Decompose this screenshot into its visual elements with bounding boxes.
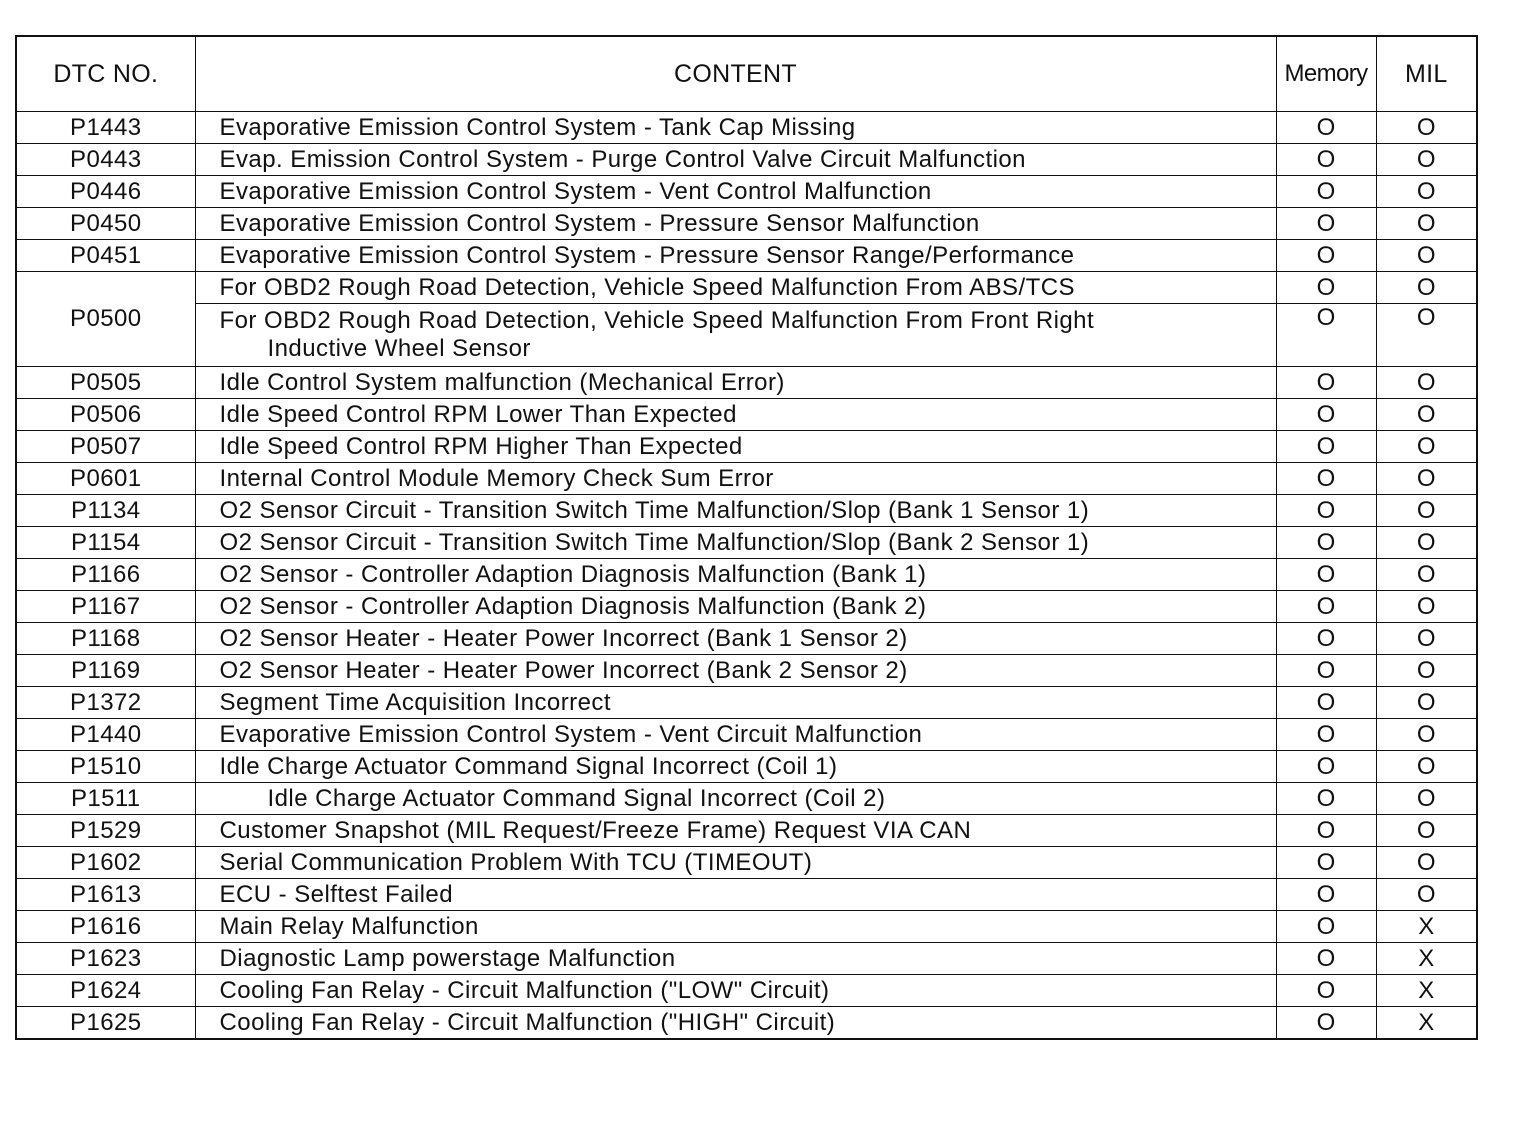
mil-mark: X — [1376, 943, 1477, 975]
dtc-content-cell: Idle Charge Actuator Command Signal Incorrect (Coil 2) — [195, 783, 1276, 815]
memory-mark: O — [1276, 527, 1376, 559]
table-row — [16, 911, 1477, 943]
dtc-code-cell: P0451 — [16, 240, 195, 272]
dtc-code-cell: P0601 — [16, 463, 195, 495]
dtc-table — [15, 35, 1478, 1040]
table-row — [16, 815, 1477, 847]
dtc-content-cell: Diagnostic Lamp powerstage Malfunction — [195, 943, 1276, 975]
dtc-code-cell: P1168 — [16, 623, 195, 655]
dtc-code-cell: P0506 — [16, 399, 195, 431]
dtc-code-cell: P0505 — [16, 367, 195, 399]
table-row — [16, 783, 1477, 815]
table-row — [16, 975, 1477, 1007]
memory-mark: O — [1276, 431, 1376, 463]
mil-mark: O — [1376, 687, 1477, 719]
dtc-code-cell: P1602 — [16, 847, 195, 879]
dtc-code-cell: P1616 — [16, 911, 195, 943]
memory-mark: O — [1276, 1007, 1376, 1040]
table-row — [16, 208, 1477, 240]
mil-mark: O — [1376, 623, 1477, 655]
table-row — [16, 1007, 1477, 1040]
table-row — [16, 399, 1477, 431]
dtc-code-cell: P1529 — [16, 815, 195, 847]
dtc-content-cell: O2 Sensor Circuit - Transition Switch Time Malfunction/Slop (Bank 2 Sensor 1) — [195, 527, 1276, 559]
memory-mark: O — [1276, 751, 1376, 783]
mil-mark: O — [1376, 751, 1477, 783]
dtc-code-cell: P1613 — [16, 879, 195, 911]
table-row — [16, 112, 1477, 144]
memory-mark: O — [1276, 463, 1376, 495]
mil-mark: O — [1376, 112, 1477, 144]
dtc-code-cell: P0507 — [16, 431, 195, 463]
dtc-code-cell: P1169 — [16, 655, 195, 687]
dtc-content-cell: Segment Time Acquisition Incorrect — [195, 687, 1276, 719]
table-row — [16, 751, 1477, 783]
dtc-code-cell: P1154 — [16, 527, 195, 559]
dtc-content-cell: O2 Sensor Heater - Heater Power Incorrect (Bank 2 Sensor 2) — [195, 655, 1276, 687]
dtc-content-cell: O2 Sensor Circuit - Transition Switch Time Malfunction/Slop (Bank 1 Sensor 1) — [195, 495, 1276, 527]
header-memory: Memory — [1276, 36, 1376, 112]
table-row — [16, 431, 1477, 463]
mil-mark: O — [1376, 240, 1477, 272]
memory-mark: O — [1276, 559, 1376, 591]
table-row — [16, 591, 1477, 623]
memory-mark: O — [1276, 495, 1376, 527]
dtc-content-cell: Cooling Fan Relay - Circuit Malfunction ("HIGH" Circuit) — [195, 1007, 1276, 1040]
dtc-code-cell: P1623 — [16, 943, 195, 975]
header-content: CONTENT — [195, 36, 1276, 112]
mil-mark: O — [1376, 144, 1477, 176]
dtc-code-cell: P1511 — [16, 783, 195, 815]
memory-mark: O — [1276, 815, 1376, 847]
table-row — [16, 719, 1477, 751]
table-row — [16, 144, 1477, 176]
dtc-code-cell: P0450 — [16, 208, 195, 240]
table-row — [16, 463, 1477, 495]
memory-mark: O — [1276, 943, 1376, 975]
dtc-content-cell: Evaporative Emission Control System - Pressure Sensor Range/Performance — [195, 240, 1276, 272]
table-row — [16, 847, 1477, 879]
mil-mark: O — [1376, 495, 1477, 527]
dtc-code-cell: P1440 — [16, 719, 195, 751]
mil-mark: O — [1376, 431, 1477, 463]
table-row — [16, 655, 1477, 687]
dtc-content-cell: Idle Speed Control RPM Higher Than Expected — [195, 431, 1276, 463]
dtc-content-cell: Evaporative Emission Control System - Pressure Sensor Malfunction — [195, 208, 1276, 240]
table-row — [16, 943, 1477, 975]
memory-mark: O — [1276, 240, 1376, 272]
mil-mark: O — [1376, 176, 1477, 208]
memory-mark: O — [1276, 911, 1376, 943]
memory-mark: O — [1276, 591, 1376, 623]
dtc-content-cell: Idle Control System malfunction (Mechanical Error) — [195, 367, 1276, 399]
dtc-content-cell: Serial Communication Problem With TCU (TIMEOUT) — [195, 847, 1276, 879]
dtc-code-cell: P1167 — [16, 591, 195, 623]
memory-mark: O — [1276, 783, 1376, 815]
header-row — [16, 36, 1477, 112]
dtc-code-cell: P1625 — [16, 1007, 195, 1040]
dtc-code-cell: P1443 — [16, 112, 195, 144]
memory-mark: O — [1276, 623, 1376, 655]
dtc-content-cell: Evap. Emission Control System - Purge Control Valve Circuit Malfunction — [195, 144, 1276, 176]
table-row — [16, 176, 1477, 208]
dtc-content-cell: O2 Sensor - Controller Adaption Diagnosis Malfunction (Bank 2) — [195, 591, 1276, 623]
mil-mark: X — [1376, 911, 1477, 943]
memory-mark: O — [1276, 687, 1376, 719]
mil-mark: X — [1376, 1007, 1477, 1040]
dtc-code-cell: P0446 — [16, 176, 195, 208]
mil-mark: O — [1376, 847, 1477, 879]
table-row — [16, 559, 1477, 591]
content-line-2: Inductive Wheel Sensor — [267, 335, 531, 362]
memory-mark: O — [1276, 144, 1376, 176]
dtc-code-cell: P1372 — [16, 687, 195, 719]
dtc-code-cell: P1510 — [16, 751, 195, 783]
dtc-content-cell: Idle Charge Actuator Command Signal Incorrect (Coil 1) — [195, 751, 1276, 783]
table-row — [16, 527, 1477, 559]
table-row — [16, 304, 1477, 367]
content-line-1: For OBD2 Rough Road Detection, Vehicle Speed Malfunction From Front Right — [219, 307, 1095, 334]
mil-mark: O — [1376, 304, 1477, 367]
dtc-content-cell: Customer Snapshot (MIL Request/Freeze Frame) Request VIA CAN — [195, 815, 1276, 847]
dtc-content-cell: O2 Sensor - Controller Adaption Diagnosis Malfunction (Bank 1) — [195, 559, 1276, 591]
dtc-content-cell: Cooling Fan Relay - Circuit Malfunction ("LOW" Circuit) — [195, 975, 1276, 1007]
dtc-content-cell: ECU - Selftest Failed — [195, 879, 1276, 911]
dtc-content-cell: For OBD2 Rough Road Detection, Vehicle Speed Malfunction From ABS/TCS — [195, 272, 1276, 304]
table-row — [16, 367, 1477, 399]
dtc-code-cell: P1134 — [16, 495, 195, 527]
mil-mark: O — [1376, 272, 1477, 304]
memory-mark: O — [1276, 272, 1376, 304]
memory-mark: O — [1276, 367, 1376, 399]
dtc-code-cell: P1166 — [16, 559, 195, 591]
dtc-content-cell: Evaporative Emission Control System - Vent Circuit Malfunction — [195, 719, 1276, 751]
header-dtc-no: DTC NO. — [16, 36, 195, 112]
dtc-code-cell: P0500 — [16, 272, 195, 367]
mil-mark: O — [1376, 719, 1477, 751]
memory-mark: O — [1276, 112, 1376, 144]
header-mil: MIL — [1376, 36, 1477, 112]
dtc-content-cell: Main Relay Malfunction — [195, 911, 1276, 943]
dtc-content-cell: O2 Sensor Heater - Heater Power Incorrect (Bank 1 Sensor 2) — [195, 623, 1276, 655]
memory-mark: O — [1276, 719, 1376, 751]
mil-mark: O — [1376, 591, 1477, 623]
mil-mark: O — [1376, 815, 1477, 847]
mil-mark: O — [1376, 559, 1477, 591]
mil-mark: X — [1376, 975, 1477, 1007]
mil-mark: O — [1376, 399, 1477, 431]
memory-mark: O — [1276, 399, 1376, 431]
memory-mark: O — [1276, 208, 1376, 240]
memory-mark: O — [1276, 847, 1376, 879]
mil-mark: O — [1376, 527, 1477, 559]
dtc-content-cell: Internal Control Module Memory Check Sum Error — [195, 463, 1276, 495]
table-body — [16, 112, 1477, 1040]
dtc-content-cell: Evaporative Emission Control System - Tank Cap Missing — [195, 112, 1276, 144]
mil-mark: O — [1376, 208, 1477, 240]
mil-mark: O — [1376, 367, 1477, 399]
memory-mark: O — [1276, 975, 1376, 1007]
dtc-content-cell: Idle Speed Control RPM Lower Than Expected — [195, 399, 1276, 431]
dtc-content-cell — [195, 304, 1276, 367]
memory-mark: O — [1276, 176, 1376, 208]
memory-mark: O — [1276, 655, 1376, 687]
mil-mark: O — [1376, 463, 1477, 495]
table-row — [16, 272, 1477, 304]
mil-mark: O — [1376, 783, 1477, 815]
table-row — [16, 687, 1477, 719]
memory-mark: O — [1276, 879, 1376, 911]
mil-mark: O — [1376, 879, 1477, 911]
table-row — [16, 240, 1477, 272]
dtc-code-cell: P1624 — [16, 975, 195, 1007]
table-row — [16, 495, 1477, 527]
mil-mark: O — [1376, 655, 1477, 687]
table-row — [16, 623, 1477, 655]
table-row — [16, 879, 1477, 911]
memory-mark: O — [1276, 304, 1376, 367]
dtc-content-cell: Evaporative Emission Control System - Vent Control Malfunction — [195, 176, 1276, 208]
dtc-code-cell: P0443 — [16, 144, 195, 176]
